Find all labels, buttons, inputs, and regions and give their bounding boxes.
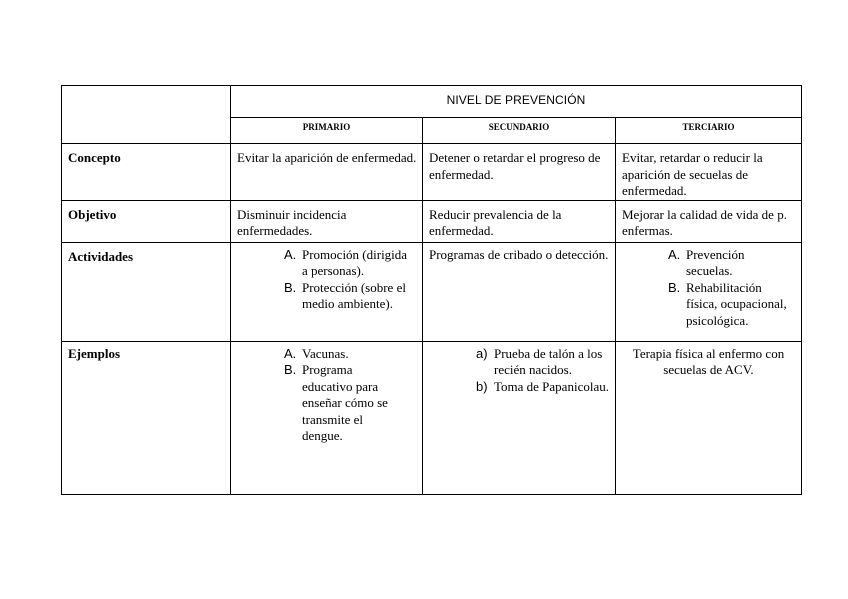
row-label-objetivo: Objetivo (62, 200, 231, 242)
cell-objetivo-terciario: Mejorar la calidad de vida de p. enfermas. (616, 200, 802, 242)
column-header-secundario: SECUNDARIO (423, 118, 616, 144)
list-item: A. Prevención secuelas. (668, 246, 745, 278)
row-label-actividades: Actividades (62, 242, 231, 341)
list-item: a) Prueba de talón a los recién nacidos. (476, 345, 603, 377)
terciario-activities-list (616, 243, 801, 330)
column-header-terciario: TERCIARIO (616, 118, 802, 144)
row-label-ejemplos: Ejemplos (62, 341, 231, 494)
secundario-examples-list (423, 342, 615, 396)
header-title-cell (231, 86, 802, 118)
cell-concepto-primario: Evitar la aparición de enfermedad. (231, 144, 423, 201)
row-label-concepto: Concepto (62, 144, 231, 201)
cell-ejemplos-secundario (423, 341, 616, 494)
prevention-levels-table (61, 85, 802, 495)
cell-concepto-secundario: Detener o retardar el progreso de enfermedad. (423, 144, 616, 201)
cell-actividades-terciario (616, 242, 802, 341)
table-row (62, 144, 802, 201)
list-item: B. Programa educativo para enseñar cómo se transmite el dengue. (284, 362, 388, 443)
list-item: B. Protección (sobre el medio ambiente). (284, 279, 406, 311)
table-row (62, 200, 802, 242)
table-row (62, 341, 802, 494)
cell-concepto-terciario: Evitar, retardar o reducir la aparición de secuelas de enfermedad. (616, 144, 802, 201)
cell-objetivo-primario: Disminuir incidencia enfermedades. (231, 200, 423, 242)
primario-examples-list (231, 342, 422, 445)
header-title: NIVEL DE PREVENCIÓN (446, 93, 586, 107)
cell-actividades-secundario: Programas de cribado o detección. (423, 242, 616, 341)
column-header-primario: PRIMARIO (231, 118, 423, 144)
table-header-row (62, 86, 802, 118)
list-item: B. Rehabilitación física, ocupacional, psicológica. (668, 279, 787, 328)
empty-corner-cell (62, 86, 231, 144)
list-item: b) Toma de Papanicolau. (476, 378, 609, 394)
cell-ejemplos-primario (231, 341, 423, 494)
list-item: A. Promoción (dirigida a personas). (284, 246, 408, 278)
primario-activities-list (231, 243, 422, 313)
list-item: A. Vacunas. (284, 345, 349, 361)
cell-objetivo-secundario: Reducir prevalencia de la enfermedad. (423, 200, 616, 242)
cell-ejemplos-terciario: Terapia física al enfermo con secuelas de ACV. (616, 341, 802, 494)
table-row (62, 242, 802, 341)
cell-actividades-primario (231, 242, 423, 341)
